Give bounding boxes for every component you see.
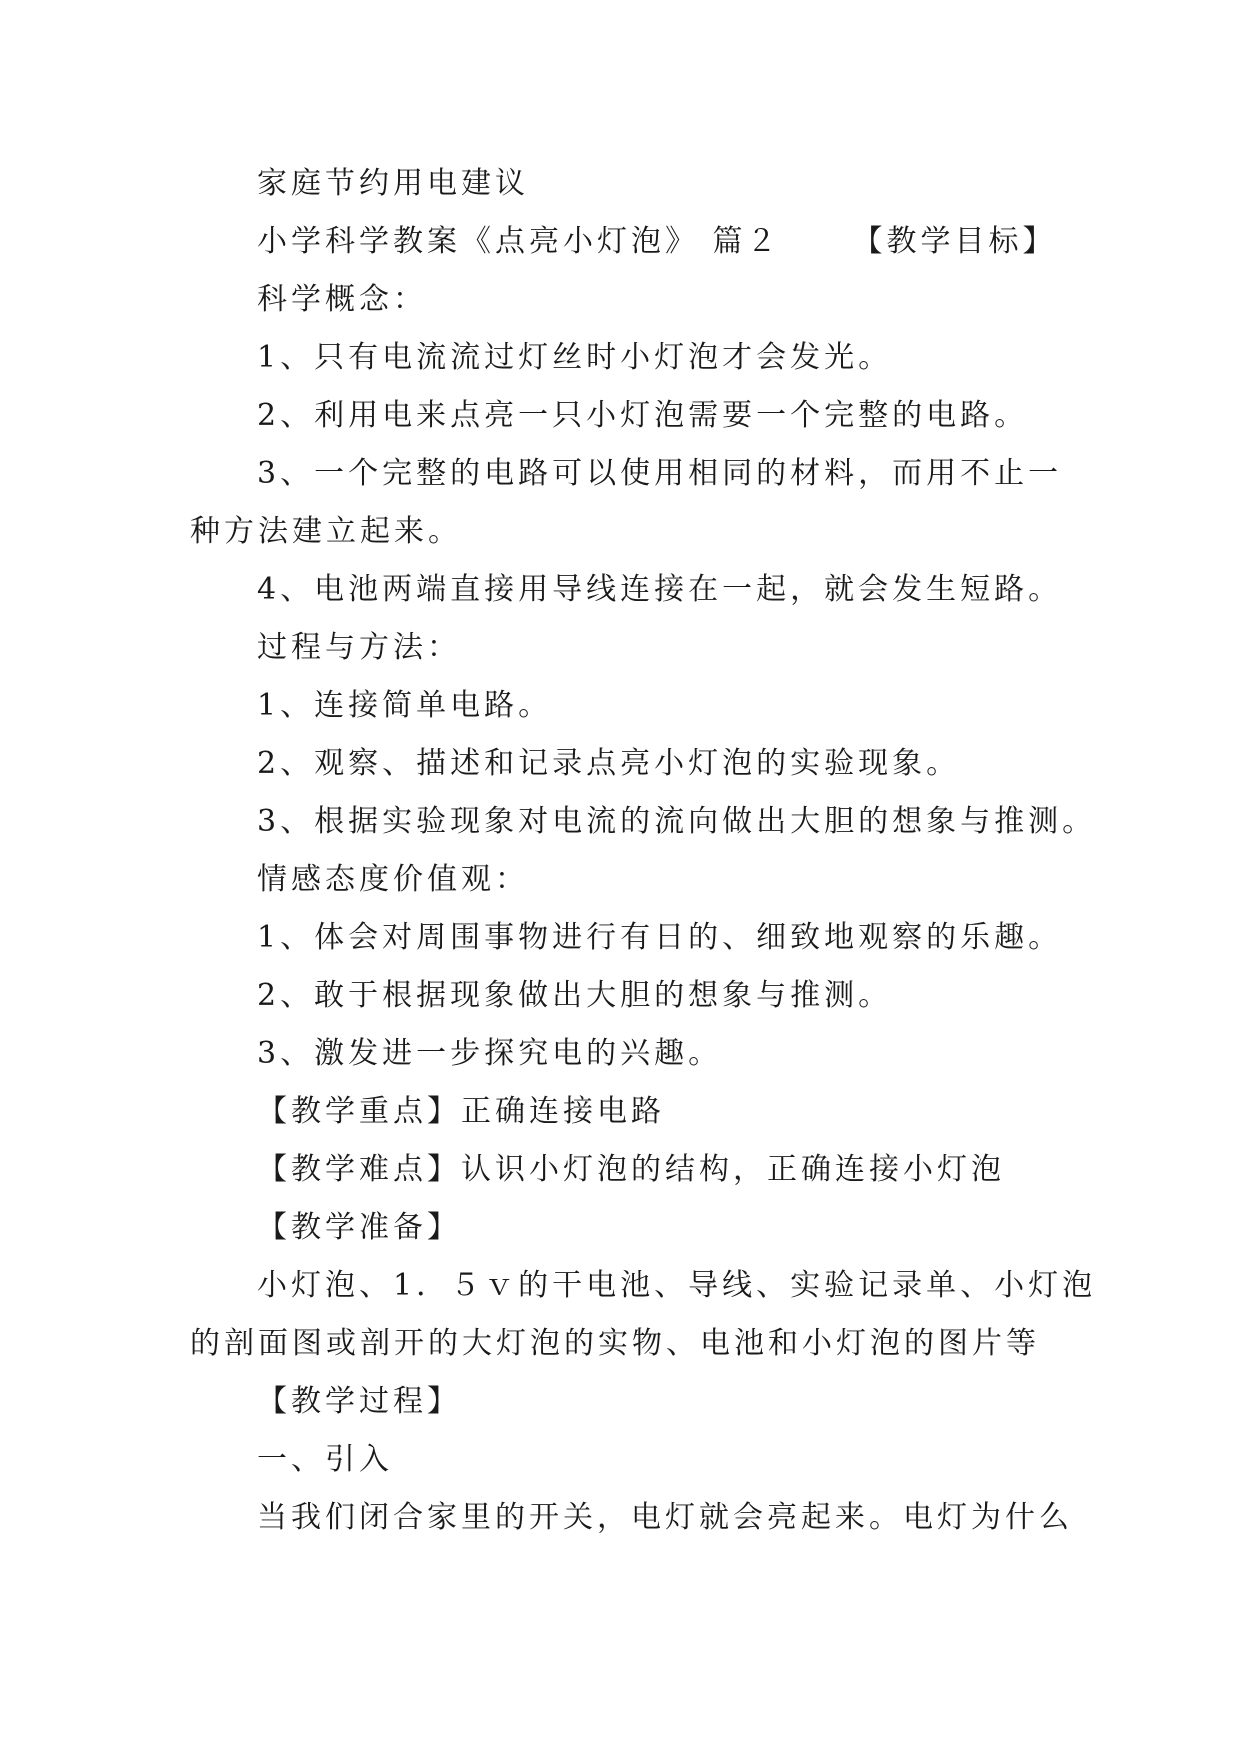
text-line-22: 【教学过程】 — [257, 1384, 461, 1419]
text-line-7: 种方法建立起来。 — [190, 514, 462, 549]
text-line-1: 家庭节约用电建议 — [257, 166, 529, 201]
lesson-title: 小学科学教案《点亮小灯泡》 篇２ — [257, 224, 781, 259]
text-line-16: 3、激发进一步探究电的兴趣。 — [257, 1036, 723, 1071]
text-line-17: 【教学重点】正确连接电路 — [257, 1094, 665, 1129]
section-heading-goals: 【教学目标】 — [852, 224, 1057, 259]
text-line-21: 的剖面图或剖开的大灯泡的实物、电池和小灯泡的图片等 — [190, 1326, 1040, 1361]
text-line-11: 2、观察、描述和记录点亮小灯泡的实验现象。 — [257, 746, 961, 781]
text-line-24: 当我们闭合家里的开关，电灯就会亮起来。电灯为什么 — [257, 1500, 1073, 1535]
text-line-3: 科学概念： — [257, 282, 427, 317]
heading-line — [257, 222, 1057, 262]
text-line-14: 1、体会对周围事物进行有日的、细致地观察的乐趣。 — [257, 920, 1063, 955]
text-line-18: 【教学难点】认识小灯泡的结构，正确连接小灯泡 — [257, 1152, 1005, 1187]
text-line-13: 情感态度价值观： — [257, 862, 529, 897]
text-line-10: 1、连接简单电路。 — [257, 688, 553, 723]
text-line-15: 2、敢于根据现象做出大胆的想象与推测。 — [257, 978, 893, 1013]
text-line-4: 1、只有电流流过灯丝时小灯泡才会发光。 — [257, 340, 893, 375]
text-line-23: 一、引入 — [257, 1442, 393, 1477]
text-line-9: 过程与方法： — [257, 630, 461, 665]
text-line-19: 【教学准备】 — [257, 1210, 461, 1245]
text-line-5: 2、利用电来点亮一只小灯泡需要一个完整的电路。 — [257, 398, 1029, 433]
text-line-20: 小灯泡、1．５ｖ的干电池、导线、实验记录单、小灯泡 — [257, 1268, 1097, 1303]
text-line-12: 3、根据实验现象对电流的流向做出大胆的想象与推测。 — [257, 804, 1097, 839]
text-line-8: 4、电池两端直接用导线连接在一起，就会发生短路。 — [257, 572, 1063, 607]
text-line-6: 3、一个完整的电路可以使用相同的材料，而用不止一 — [257, 456, 1063, 491]
